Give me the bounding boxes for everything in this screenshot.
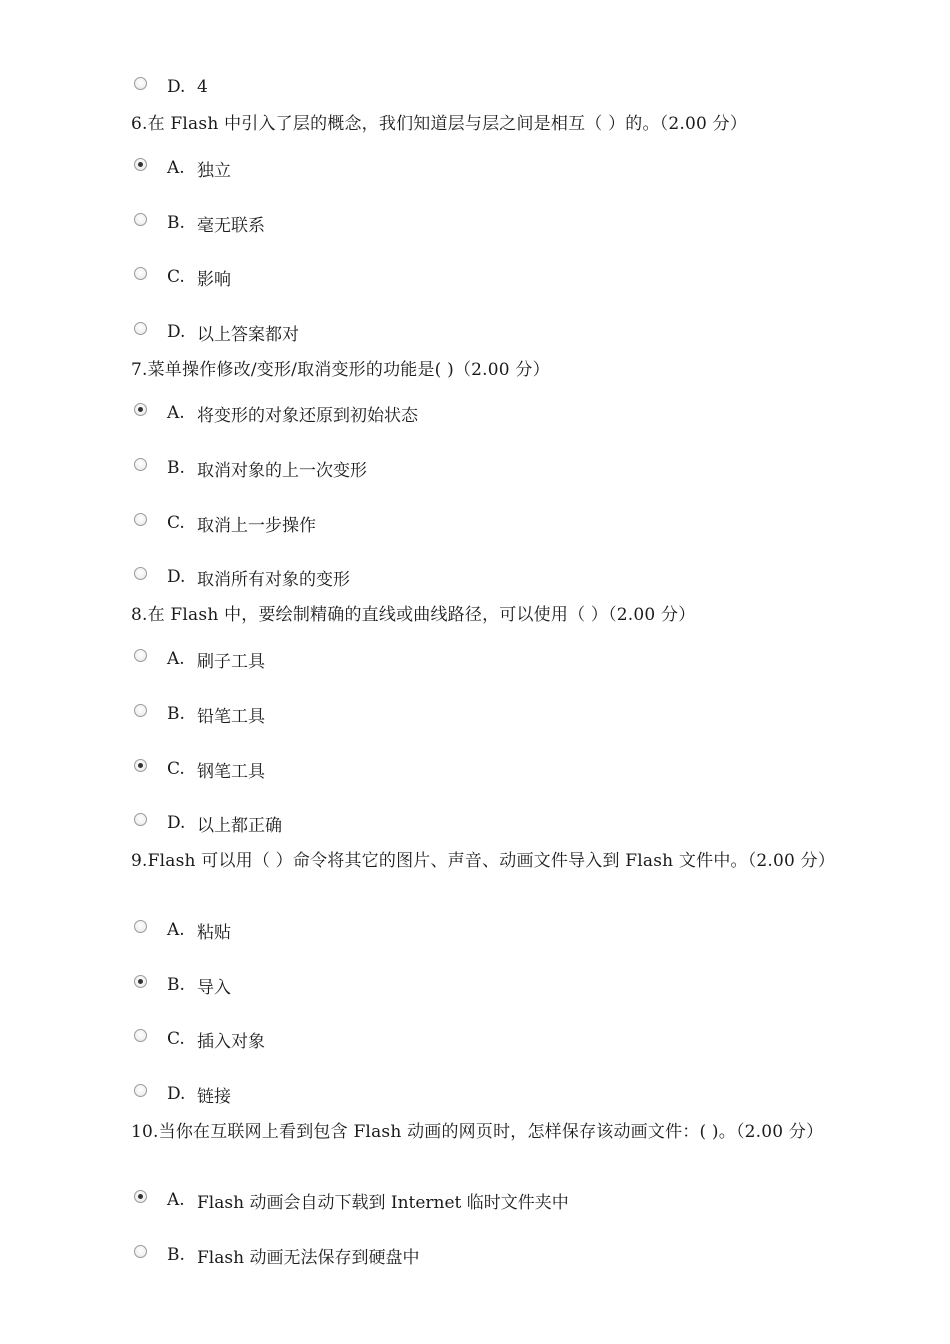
option-text: 插入对象 bbox=[197, 1031, 265, 1052]
option-letter: B. bbox=[167, 1245, 185, 1265]
radio-icon[interactable] bbox=[134, 704, 147, 717]
option-letter: C. bbox=[167, 267, 185, 287]
option-text: 钢笔工具 bbox=[197, 761, 265, 782]
option-text: 将变形的对象还原到初始状态 bbox=[197, 405, 418, 426]
radio-icon[interactable] bbox=[134, 213, 147, 226]
option-text: 取消上一步操作 bbox=[197, 515, 316, 536]
option-q5-d[interactable] bbox=[134, 74, 208, 100]
option-text: 以上答案都对 bbox=[197, 324, 299, 345]
option-letter: C. bbox=[167, 759, 185, 779]
option-letter: B. bbox=[167, 458, 185, 478]
option-q6-a[interactable] bbox=[134, 155, 231, 181]
option-q9-b[interactable] bbox=[134, 972, 231, 998]
question-6-text: 6.在 Flash 中引入了层的概念，我们知道层与层之间是相互（ ）的。（2.00 分） bbox=[131, 114, 748, 134]
radio-icon[interactable] bbox=[134, 813, 147, 826]
option-letter: B. bbox=[167, 213, 185, 233]
option-letter: B. bbox=[167, 704, 185, 724]
question-7-text: 7.菜单操作修改/变形/取消变形的功能是( )（2.00 分） bbox=[131, 360, 550, 380]
option-letter: D. bbox=[167, 813, 186, 833]
option-letter: A. bbox=[167, 158, 185, 178]
option-text: 4 bbox=[197, 77, 208, 97]
radio-icon[interactable] bbox=[134, 267, 147, 280]
option-q9-c[interactable] bbox=[134, 1026, 265, 1052]
option-letter: D. bbox=[167, 322, 186, 342]
radio-checked-icon[interactable] bbox=[134, 1190, 147, 1203]
option-text: 刷子工具 bbox=[197, 651, 265, 672]
question-9-text: 9.Flash 可以用（ ）命令将其它的图片、声音、动画文件导入到 Flash 文件中。（2.00 分） bbox=[131, 851, 836, 871]
option-text: Flash 动画无法保存到硬盘中 bbox=[197, 1247, 420, 1268]
radio-icon[interactable] bbox=[134, 649, 147, 662]
radio-icon[interactable] bbox=[134, 1245, 147, 1258]
option-letter: A. bbox=[167, 1190, 185, 1210]
radio-checked-icon[interactable] bbox=[134, 759, 147, 772]
option-letter: A. bbox=[167, 403, 185, 423]
option-q10-b[interactable] bbox=[134, 1242, 419, 1268]
option-text: 链接 bbox=[197, 1086, 231, 1107]
option-letter: C. bbox=[167, 513, 185, 533]
option-letter: D. bbox=[167, 567, 186, 587]
radio-checked-icon[interactable] bbox=[134, 975, 147, 988]
radio-checked-icon[interactable] bbox=[134, 403, 147, 416]
radio-icon[interactable] bbox=[134, 1029, 147, 1042]
option-text: 以上都正确 bbox=[197, 815, 282, 836]
option-letter: B. bbox=[167, 975, 185, 995]
option-text: 粘贴 bbox=[197, 922, 231, 943]
radio-icon[interactable] bbox=[134, 458, 147, 471]
option-q9-d[interactable] bbox=[134, 1081, 231, 1107]
radio-icon[interactable] bbox=[134, 1084, 147, 1097]
option-q9-a[interactable] bbox=[134, 917, 231, 943]
option-letter: D. bbox=[167, 1084, 186, 1104]
option-q8-d[interactable] bbox=[134, 810, 282, 836]
option-q8-b[interactable] bbox=[134, 701, 265, 727]
radio-checked-icon[interactable] bbox=[134, 158, 147, 171]
option-q7-a[interactable] bbox=[134, 400, 418, 426]
question-8-text: 8.在 Flash 中，要绘制精确的直线或曲线路径，可以使用（ ）（2.00 分） bbox=[131, 605, 696, 625]
radio-icon[interactable] bbox=[134, 920, 147, 933]
radio-icon[interactable] bbox=[134, 77, 147, 90]
option-text: Flash 动画会自动下载到 Internet 临时文件夹中 bbox=[197, 1192, 569, 1213]
option-letter: D. bbox=[167, 77, 186, 97]
option-letter: C. bbox=[167, 1029, 185, 1049]
option-q7-c[interactable] bbox=[134, 510, 316, 536]
option-q6-c[interactable] bbox=[134, 264, 231, 290]
option-text: 取消所有对象的变形 bbox=[197, 569, 350, 590]
radio-icon[interactable] bbox=[134, 322, 147, 335]
option-text: 影响 bbox=[197, 269, 231, 290]
option-text: 铅笔工具 bbox=[197, 706, 265, 727]
option-text: 导入 bbox=[197, 977, 231, 998]
option-q8-a[interactable] bbox=[134, 646, 265, 672]
option-q8-c[interactable] bbox=[134, 756, 265, 782]
option-text: 取消对象的上一次变形 bbox=[197, 460, 367, 481]
option-q7-d[interactable] bbox=[134, 564, 350, 590]
option-text: 毫无联系 bbox=[197, 215, 265, 236]
option-letter: A. bbox=[167, 649, 185, 669]
option-q6-d[interactable] bbox=[134, 319, 299, 345]
question-10-text: 10.当你在互联网上看到包含 Flash 动画的网页时，怎样保存该动画文件：( )。（2.00 分） bbox=[131, 1122, 824, 1142]
option-q6-b[interactable] bbox=[134, 210, 265, 236]
radio-icon[interactable] bbox=[134, 567, 147, 580]
radio-icon[interactable] bbox=[134, 513, 147, 526]
option-q7-b[interactable] bbox=[134, 455, 367, 481]
option-q10-a[interactable] bbox=[134, 1187, 569, 1213]
option-text: 独立 bbox=[197, 160, 231, 181]
option-letter: A. bbox=[167, 920, 185, 940]
